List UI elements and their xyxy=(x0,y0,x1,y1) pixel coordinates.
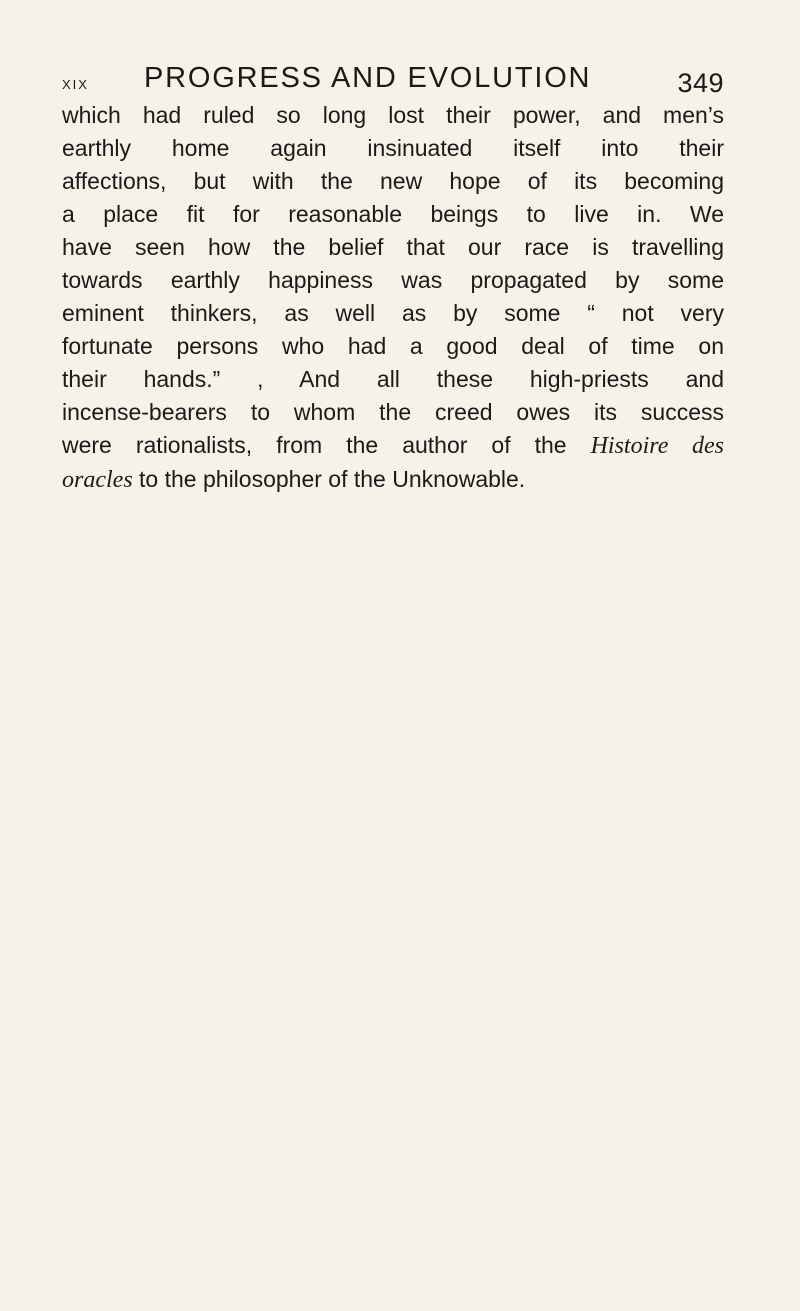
text-line: fortunate persons who had a good deal of time on xyxy=(62,333,724,359)
text-line: eminent thinkers, as well as by some “ not very xyxy=(62,300,724,326)
text-line: which had ruled so long lost their power, and men’s xyxy=(62,102,724,128)
running-head xyxy=(62,62,724,98)
page-number: 349 xyxy=(677,68,724,98)
text-line: their hands.” , And all these high-priests and xyxy=(62,366,724,392)
text-line: have seen how the belief that our race is travelling xyxy=(62,234,724,260)
text-line: towards earthly happiness was propagated by some xyxy=(62,267,724,293)
running-title: PROGRESS AND EVOLUTION xyxy=(144,62,592,94)
text-line-with-italic-title xyxy=(62,429,724,463)
italic-title-part-1: Histoire des xyxy=(590,433,724,459)
text-line: earthly home again insinuated itself into their xyxy=(62,135,724,161)
text-segment: were rationalists, from the author of the xyxy=(62,432,567,458)
chapter-number: XIX xyxy=(62,77,89,92)
text-line-final xyxy=(62,463,724,497)
text-line: incense-bearers to whom the creed owes its success xyxy=(62,399,724,425)
body-paragraph xyxy=(62,99,724,497)
text-segment: to the philosopher of the Unknowable. xyxy=(139,466,526,492)
italic-title-part-2: oracles xyxy=(62,467,133,493)
text-line: affections, but with the new hope of its becoming xyxy=(62,168,724,194)
text-line: a place fit for reasonable beings to live in. We xyxy=(62,201,724,227)
